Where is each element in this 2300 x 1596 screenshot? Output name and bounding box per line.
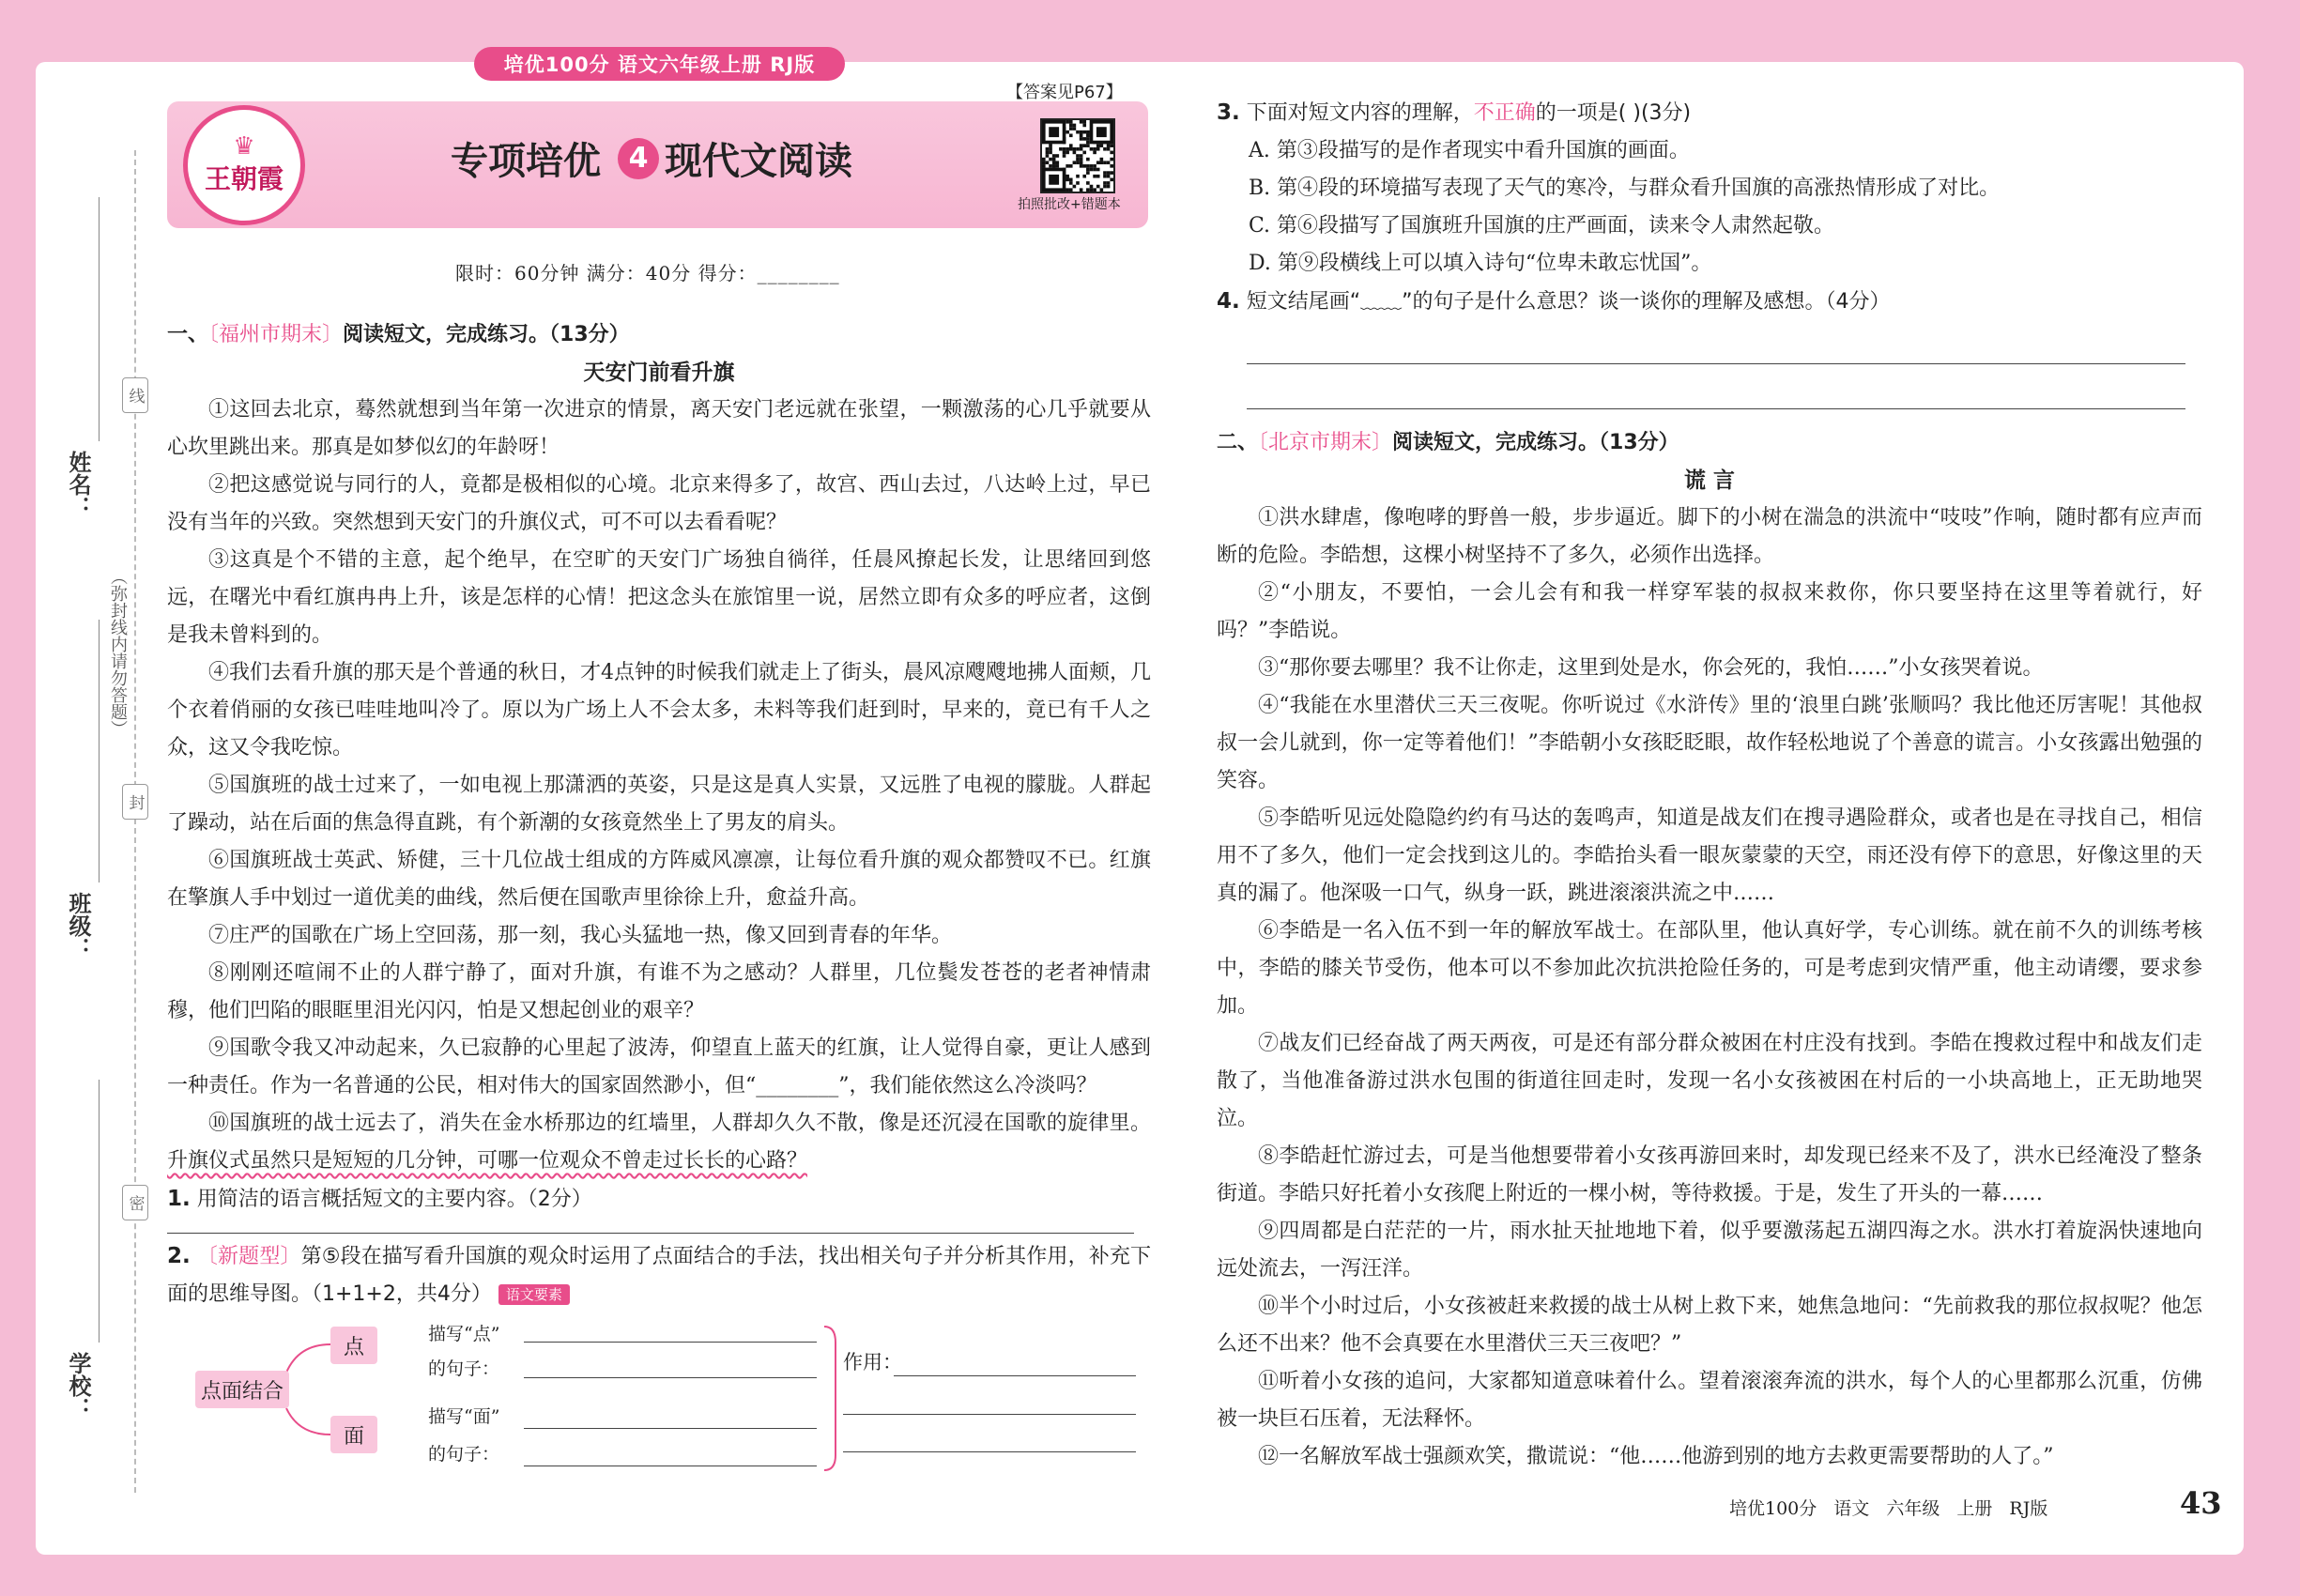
q4-text: 短文结尾画“﹏﹏”的句子是什么意思？谈一谈你的理解及感想。（4分） [1246,290,1891,314]
q3-text-pre: 下面对短文内容的理解， [1246,101,1474,125]
p10-text: ⑩国旗班的战士远去了，消失在金水桥那边的红墙里，人群却久久不散，像是还沉浸在国歌的旋律里。 [208,1112,1151,1135]
crown-icon: ♛ [233,132,255,161]
q3-emphasis: 不正确 [1473,101,1536,125]
school-label: 学校： [65,1352,91,1420]
essay1-paragraph-9: ⑨国歌令我又冲动起来，久已寂静的心里起了波涛，仰望直上蓝天的红旗，让人觉得自豪，更让人感到一种责任。作为一名普通的公民，相对伟大的国家固然渺小，但“________”，我们能依然这么冷淡吗？ [167,1036,1151,1097]
q2-badge: 语文要素 [498,1284,570,1305]
q1-text: 用简洁的语言概括短文的主要内容。（2分） [196,1188,592,1211]
effect-answer-line-1[interactable] [894,1374,1136,1376]
q4-number: 4. [1217,289,1240,314]
section2-heading [1217,424,2202,462]
answer-reference: 【答案见P67】 [1006,83,1123,102]
title-main: 现代文阅读 [665,140,852,183]
section2 [1217,424,2202,1476]
mindmap-area: 面 [330,1416,377,1453]
q2-tag: 〔新题型〕 [196,1245,301,1268]
point-answer-line-1[interactable] [524,1341,817,1343]
effect-label: 作用： [843,1351,902,1373]
essay2-paragraph-1: ①洪水肆虐，像咆哮的野兽一般，步步逼近。脚下的小树在湍急的洪流中“吱吱”作响，随时都有应声而断的危险。李皓想，这棵小树坚持不了多久，必须作出选择。 [1217,506,2202,567]
series-tag: 培优100分 语文六年级上册 RJ版 [474,47,845,81]
essay1-paragraph-1: ①这回去北京，蓦然就想到当年第一次进京的情景，离天安门老远就在张望，一颗激荡的心几乎就要从心坎里跳出来。那真是如梦似幻的年龄呀！ [167,398,1151,459]
essay2-paragraph-6: ⑥李皓是一名入伍不到一年的解放军战士。在部队里，他认真好学，专心训练。就在前不久的训练考核中，李皓的膝关节受伤，他本可以不参加此次抗洪抢险任务的，可是考虑到灾情严重，他主动请缨，要求参加。 [1217,919,2202,1018]
effect-answer-line-2[interactable] [843,1413,1136,1415]
section2-source: 〔北京市期末〕 [1258,431,1393,454]
mark-secret: 密 [122,1185,148,1220]
class-label: 班级： [65,892,91,959]
q3-option-1: A. 第③段描写的是作者现实中看升国旗的画面。 [1249,139,1690,162]
section1-source: 〔福州市期末〕 [208,323,344,346]
point-label-1: 描写“点” [428,1324,500,1344]
page-number: 43 [2180,1485,2222,1521]
q3-text-post: 的一项是( )(3分) [1535,101,1692,125]
essay2-paragraph-7: ⑦战友们已经奋战了两天两夜，可是还有部分群众被困在村庄没有找到。李皓在搜救过程中和战友们走散了，当他准备游过洪水包围的街道往回走时，发现一名小女孩被困在村后的一小块高地上，正无助地哭泣。 [1217,1032,2202,1130]
question-3 [1217,94,2202,132]
essay1-paragraph-4: ④我们去看升旗的那天是个普通的秋日，才4点钟的时候我们就走上了街头，晨风凉飕飕地拂人面颊，几个衣着俏丽的女孩已哇哇地叫冷了。原以为广场上人不会太多，未料等我们赶到时，早来的，竟已有千人之众，这又令我吃惊。 [167,661,1152,760]
essay2-paragraph-8: ⑧李皓赶忙游过去，可是当他想要带着小女孩再游回来时，却发现已经来不及了，洪水已经淹没了整条街道。李皓只好托着小女孩爬上附近的一棵小树，等待救援。于是，发生了开头的一幕…… [1217,1144,2202,1205]
q3-option-2: B. 第④段的环境描写表现了天气的寒冷，与群众看升国旗的高涨热情形成了对比。 [1249,176,2001,200]
title-number-badge: 4 [618,138,659,179]
essay1-paragraph-8: ⑧刚刚还喧闹不止的人群宁静了，面对升旗，有谁不为之感动？人群里，几位鬓发苍苍的老者神情肃穆，他们凹陷的眼眶里泪光闪闪，怕是又想起创业的艰辛？ [167,961,1151,1022]
q3-options [1217,132,2202,283]
q2-number: 2. [167,1244,191,1268]
essay1-paragraph-7: ⑦庄严的国歌在广场上空回荡，那一刻，我心头猛地一热，像又回到青春的年华。 [208,924,953,947]
q3-option-3: C. 第⑥段描写了国旗班升国旗的庄严画面，读来令人肃然起敬。 [1249,214,1835,238]
essay2-body [1217,499,2202,1476]
area-label-2: 的句子： [428,1444,500,1465]
title-prefix: 专项培优 [451,140,601,183]
essay1-paragraph-6: ⑥国旗班战士英武、矫健，三十几位战士组成的方阵威风凛凛，让每位看升旗的观众都赞叹不已。红旗在擎旗人手中划过一道优美的曲线，然后便在国歌声里徐徐上升，愈益升高。 [167,849,1151,910]
essay2-paragraph-3: ③“那你要去哪里？我不让你走，这里到处是水，你会死的，我怕……”小女孩哭着说。 [1258,656,2044,680]
q2-text: 第⑤段在描写看升国旗的观众时运用了点面结合的手法，找出相关句子并分析其作用，补充下面的思维导图。（1+1+2，共4分） [167,1245,1151,1306]
essay2-paragraph-2: ②“小朋友，不要怕，一会儿会有和我一样穿军装的叔叔来救你，你只要坚持在这里等着就行，好吗？”李皓说。 [1217,581,2202,642]
essay2-paragraph-10: ⑩半个小时过后，小女孩被赶来救援的战士从树上救下来，她焦急地问：“先前救我的那位叔叔呢？他怎么还不出来？他不会真要在水里潜伏三天三夜吧？” [1217,1295,2202,1356]
essay1-title: 天安门前看升旗 [583,361,735,385]
footer-text: 培优100分 语文 六年级 上册 RJ版 [1729,1498,2048,1519]
mindmap-root: 点面结合 [195,1371,289,1408]
q3-number: 3. [1217,100,1240,125]
logo-text: 王朝霞 [204,163,284,194]
essay2-paragraph-9: ⑨四周都是白茫茫的一片，雨水扯天扯地地下着，似乎要激荡起五湖四海之水。洪水打着旋涡快速地向远处流去，一泻汪洋。 [1217,1220,2202,1281]
mark-line: 线 [122,377,148,413]
essay2-paragraph-5: ⑤李皓听见远处隐隐约约有马达的轰鸣声，知道是战友们在搜寻遇险群众，或者也是在寻找自己，相信用不了多久，他们一定会找到这儿的。李皓抬头看一眼灰蒙蒙的天空，雨还没有停下的意思，好像这里的天真的漏了。他深吸一口气，纵身一跃，跳进滚滚洪流之中…… [1217,806,2202,905]
exam-meta: 限时：60分钟 满分：40分 得分：________ [455,262,840,284]
area-label-1: 描写“面” [428,1406,500,1427]
essay2-paragraph-4: ④“我能在水里潜伏三天三夜呢。你听说过《水浒传》里的‘浪里白跳’张顺吗？我比他还厉害呢！其他叔叔一会儿就到，你一定等着他们！”李皓朝小女孩眨眨眼，故作轻松地说了个善意的谎言。小女孩露出勉强的笑容。 [1217,694,2202,792]
essay1-paragraph-3: ③这真是个不错的主意，起个绝早，在空旷的天安门广场独自徜徉，任晨风撩起长发，让思绪回到悠远，在曙光中看红旗冉冉上升，该是怎样的心情！把这念头在旅馆里一说，居然立即有众多的呼应者，这倒是我未曾料到的。 [167,548,1151,647]
essay1-paragraph-5: ⑤国旗班的战士过来了，一如电视上那潇洒的英姿，只是这是真人实景，又远胜了电视的朦胧。人群起了躁动，站在后面的焦急得直跳，有个新潮的女孩竟然坐上了男友的肩头。 [167,774,1151,835]
mark-seal: 封 [122,784,148,820]
point-label-2: 的句子： [428,1358,500,1379]
section2-instruction: 阅读短文，完成练习。（13分） [1392,431,1679,454]
name-label: 姓名： [65,451,91,518]
mindmap-point: 点 [330,1327,377,1364]
essay2-paragraph-12: ⑫一名解放军战士强颜欢笑，撒谎说：“他……他游到别的地方去救更需要帮助的人了。” [1258,1445,2054,1468]
questions-3-4 [1217,94,2202,321]
q1-number: 1. [167,1187,191,1211]
point-answer-line-2[interactable] [524,1376,817,1378]
q4-answer-line-1[interactable] [1247,362,2185,364]
area-answer-line-1[interactable] [524,1427,817,1429]
essay1-paragraph-2: ②把这感觉说与同行的人，竟都是极相似的心境。北京来得多了，故宫、西山去过，八达岭上过，早已没有当年的兴致。突然想到天安门的升旗仪式，可不可以去看看呢？ [167,473,1151,534]
section2-number: 二、 [1217,431,1259,454]
q3-option-4: D. 第⑨段横线上可以填入诗句“位卑未敢忘忧国”。 [1249,252,1712,275]
essay2-paragraph-11: ⑪听着小女孩的追问，大家都知道意味着什么。望着滚滚奔流的洪水，每个人的心里都那么沉重，仿佛被一块巨石压着，无法释怀。 [1217,1370,2202,1431]
section1-number: 一、 [167,323,209,346]
effect-answer-line-3[interactable] [843,1450,1136,1452]
q4-answer-line-2[interactable] [1247,407,2185,409]
essay2-title: 谎 言 [1683,468,1735,493]
area-answer-line-2[interactable] [524,1465,817,1466]
qr-caption: 拍照批改+错题本 [1018,197,1121,212]
p10-wavy-sentence: 升旗仪式虽然只是短短的几分钟，可哪一位观众不曾走过长长的心路？ [167,1149,808,1173]
question-4 [1217,283,2202,321]
binding-note: （弥封线内请勿答题） [108,568,128,737]
section1-instruction: 阅读短文，完成练习。（13分） [343,323,630,346]
